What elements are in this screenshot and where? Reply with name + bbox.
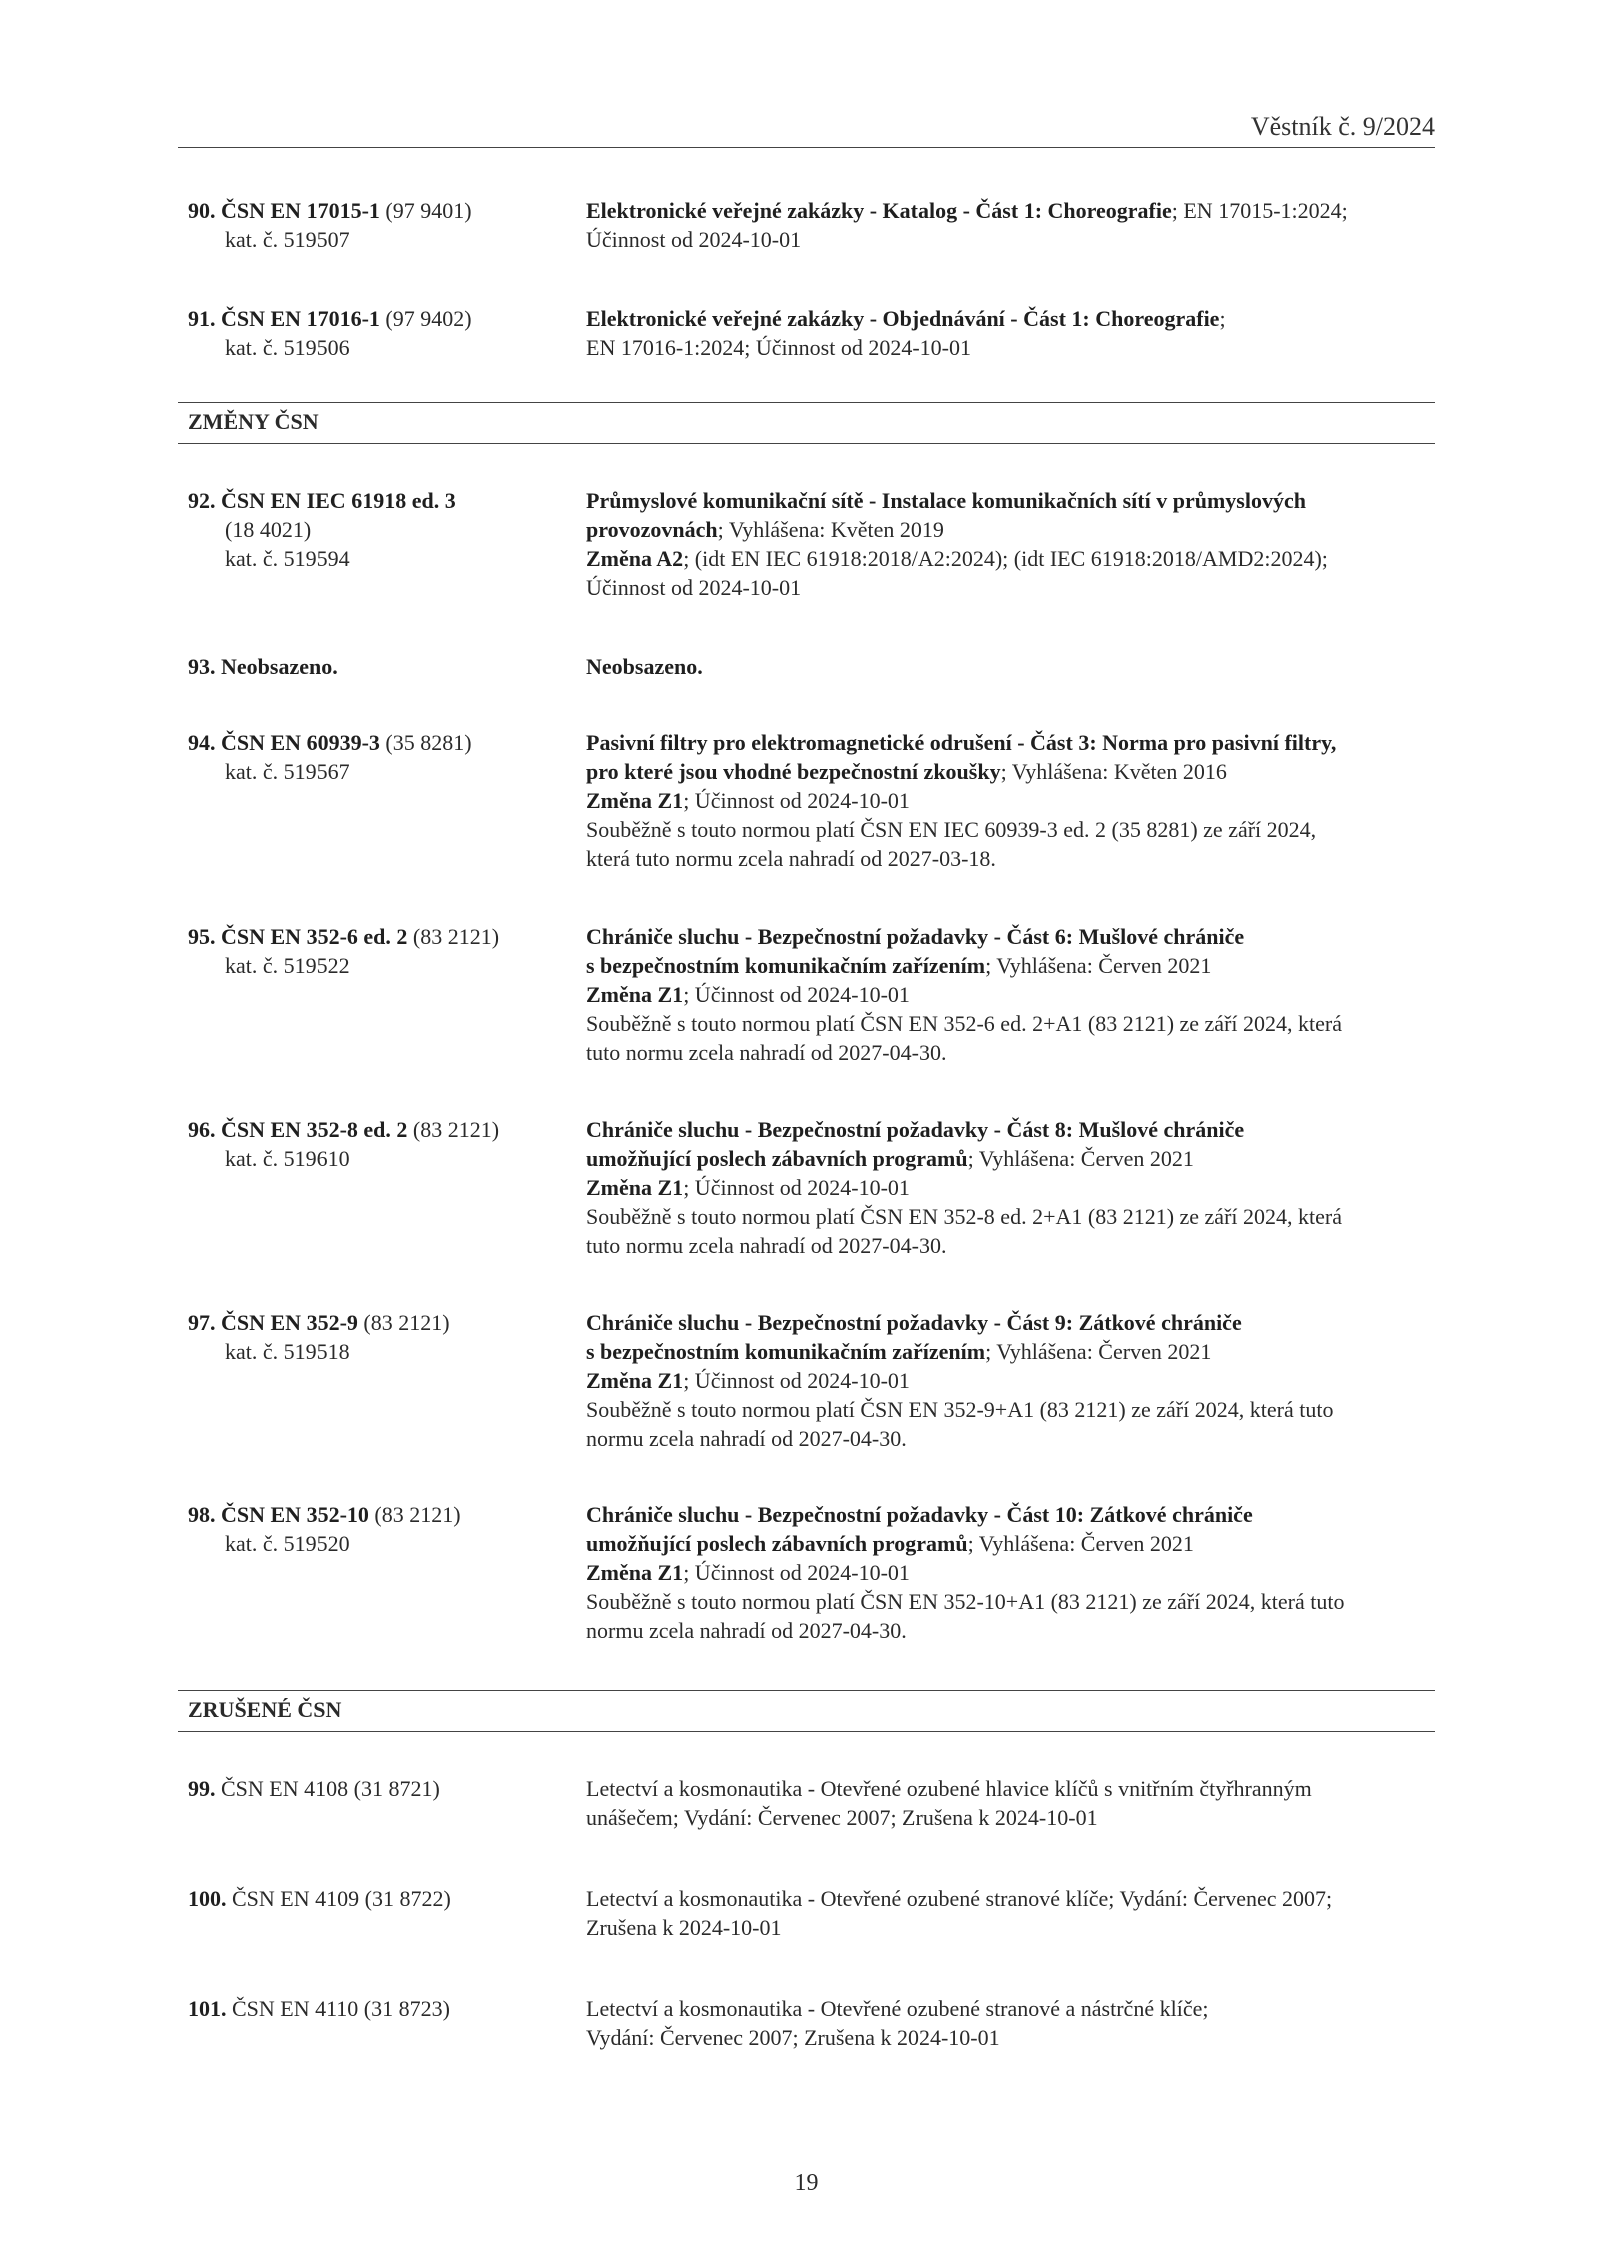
page-number: 19: [794, 2170, 819, 2196]
page: Věstník č. 9/2024 90. ČSN EN 17015-1 (97 9401) kat. č. 519507 Elektronické veřejné zakázky - Katalog - Část 1: Choreografie; EN 17015-1:2024; Účinnost od 2024-10-01 91. ČSN EN 17016-1 (97 9402) kat. č. 519506 Elektronické veřejné zakázky - Objednávání - Část 1: Choreografie; EN 17016-1:2024; Účinnost od 2024-10-01 ZMĚNY ČSN 92. ČSN EN IEC 61918 ed. 3 (18 4021) kat. č. 519594 Průmyslové komunikační sítě - Instalace komunikačních sítí v průmyslových provozovnách; Vyhlášena: Květen 2019 Změna A2; (idt EN IEC 61918:2018/A2:2024); (idt IEC 61918:2018/AMD2:2024); Účinnost od 2024-10-01 93. Neobsazeno. Neobsazeno. 94. ČSN EN 60939-3 (35 8281) kat. č. 519567 Pasivní filtry pro elektromagnetické odrušení - Část 3: Norma pro pasivní filtry, pro které jsou vhodné bezpečnostní zkoušky; Vyhlášena: Květen 2016 Změna Z1; Účinnost od 2024-10-01 Souběžně s touto normou platí ČSN EN IEC 60939-3 ed. 2 (35 8281) ze září 2024, která tuto normu zcela nahradí od 2027-03-18. 95. ČSN EN 352-6 ed. 2 (83 2121) kat. č. 519522 Chrániče sluchu - Bezpečnostní požadavky - Část 6: Mušlové chrániče s bezpečnostním komunikačním zařízením; Vyhlášena: Červen 2021 Změna Z1; Účinnost od 2024-10-01 Souběžně s touto normou platí ČSN EN 352-6 ed. 2+A1 (83 2121) ze září 2024, která tuto normu zcela nahradí od 2027-04-30. 96. ČSN EN 352-8 ed. 2 (83 2121) kat. č. 519610 Chrániče sluchu - Bezpečnostní požadavky - Část 8: Mušlové chrániče umožňující poslech zábavních programů; Vyhlášena: Červen 2021 Změna Z1; Účinnost od 2024-10-01 Souběžně s touto normou platí ČSN EN 352-8 ed. 2+A1 (83 2121) ze září 2024, která tuto normu zcela nahradí od 2027-04-30. 97. ČSN EN 352-9 (83 2121) kat. č. 519518 Chrániče sluchu - Bezpečnostní požadavky - Část 9: Zátkové chrániče s bezpečnostním komunikačním zařízením; Vyhlášena: Červen 2021 Změna Z1; Účinnost od 2024-10-01 Souběžně s touto normou platí ČSN EN 352-9+A1 (83 2121) ze září 2024, která tuto normu zcela nahradí od 2027-04-30. 98. ČSN EN 352-10 (83 2121) kat. č. 519520 Chrániče sluchu - Bezpečnostní požadavky - Část 10: Zátkové chrániče umožňující poslech zábavních programů; Vyhlášena: Červen 2021 Změna Z1; Účinnost od 2024-10-01 Souběžně s touto normou platí ČSN EN 352-10+A1 (83 2121) ze září 2024, která tuto normu zcela nahradí od 2027-04-30. ZRUŠENÉ ČSN 99. ČSN EN 4108 (31 8721) Letectví a kosmonautika - Otevřené ozubené hlavice klíčů s vnitřním čtyřhranným unášečem; Vydání: Červenec 2007; Zrušena k 2024-10-01 100. ČSN EN 4109 (31 8722) Letectví a kosmonautika - Otevřené ozubené stranové klíče; Vydání: Červenec 2007; Zrušena k 2024-10-01 101. ČSN EN 4110 (31 8723) Letectví a kosmonautika - Otevřené ozubené stranové a nástrčné klíče; Vydání: Červenec 2007; Zrušena k 2024-10-01 19: [178, 0, 1435, 2263]
section-cancelled: [178, 1690, 1435, 1732]
section-title: ZRUŠENÉ ČSN: [188, 1697, 342, 1722]
journal-title: Věstník č. 9/2024: [1250, 112, 1435, 141]
header-divider: [178, 147, 1435, 148]
section-changes: [178, 402, 1435, 444]
section-title: ZMĚNY ČSN: [188, 409, 319, 434]
